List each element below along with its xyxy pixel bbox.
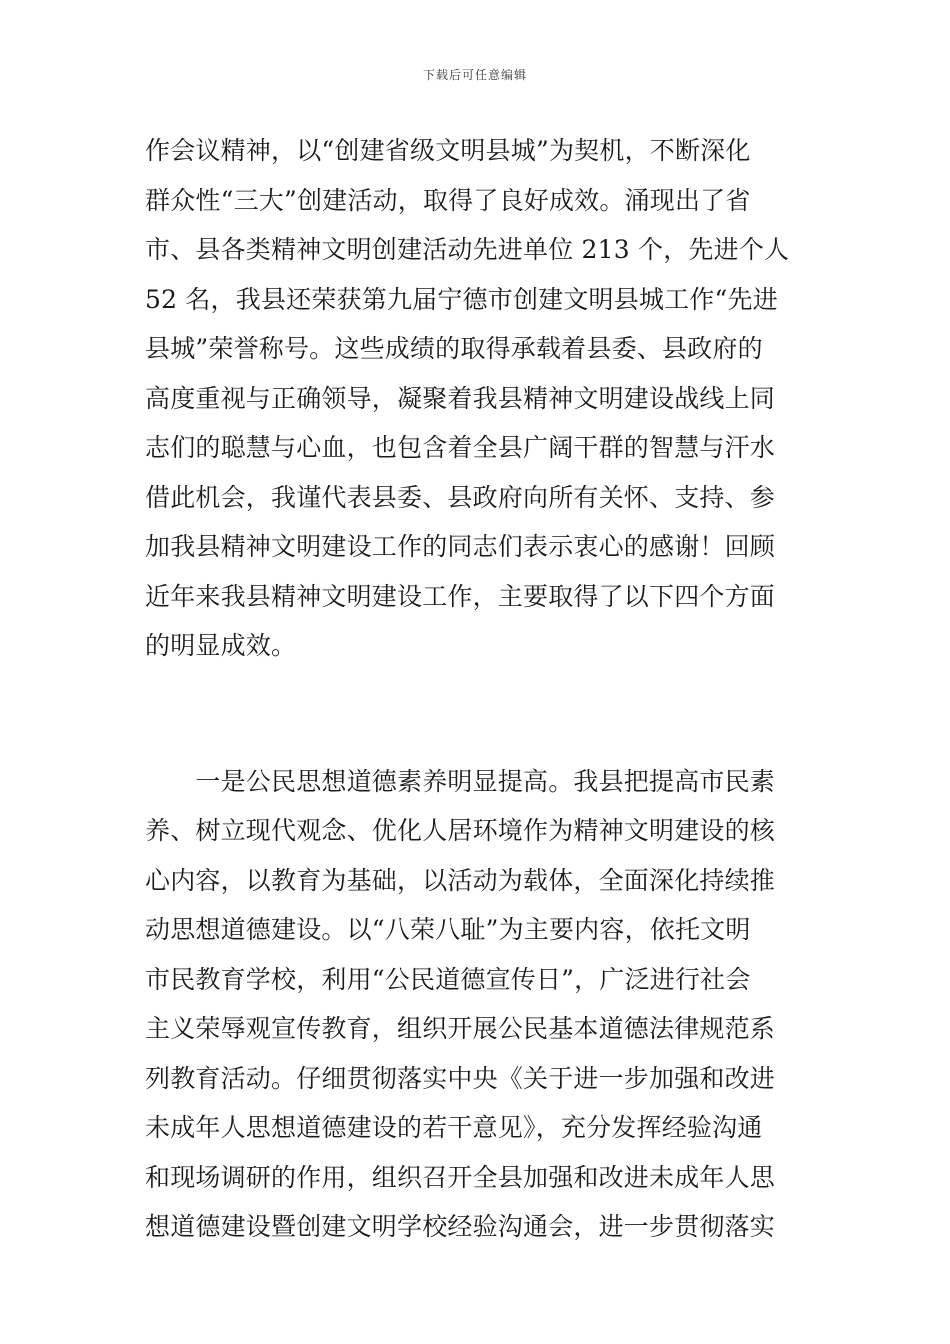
text-line: 主义荣辱观宣传教育，组织开展公民基本道德法律规范系 bbox=[145, 1014, 776, 1043]
text-line: 群众性“三大”创建活动，取得了良好成效。涌现出了省 bbox=[145, 185, 751, 215]
text-line: 志们的聪慧与心血，也包含着全县广阔干群的智慧与汗水 bbox=[145, 433, 776, 462]
text-line: 和现场调研的作用，组织召开全县加强和改进未成年人思 bbox=[145, 1162, 776, 1192]
text-line: 养、树立现代观念、优化人居环境作为精神文明建设的核 bbox=[145, 816, 776, 845]
text-line: 市、县各类精神文明创建活动先进单位 213 个，先进个人 bbox=[145, 235, 790, 264]
text-line: 借此机会，我谨代表县委、县政府向所有关怀、支持、参 bbox=[145, 482, 776, 512]
document-body bbox=[145, 126, 815, 1252]
text-line: 的明显成效。 bbox=[145, 631, 297, 660]
text-line: 动思想道德建设。以“八荣八耻”为主要内容，依托文明 bbox=[145, 915, 751, 944]
paragraph-1 bbox=[145, 126, 815, 671]
paragraph-2 bbox=[145, 757, 815, 1252]
text-line: 市民教育学校，利用“公民道德宣传日”，广泛进行社会 bbox=[145, 964, 751, 994]
text-line: 想道德建设暨创建文明学校经验沟通会，进一步贯彻落实 bbox=[145, 1212, 776, 1241]
text-line: 52 名，我县还荣获第九届宁德市创建文明县城工作“先进 bbox=[145, 284, 778, 314]
text-line: 高度重视与正确领导，凝聚着我县精神文明建设战线上同 bbox=[145, 383, 776, 413]
text-line: 作会议精神，以“创建省级文明县城”为契机，不断深化 bbox=[145, 136, 751, 165]
text-line: 未成年人思想道德建设的若干意见》，充分发挥经验沟通 bbox=[145, 1113, 763, 1142]
page-header-note: 下载后可任意编辑 bbox=[422, 68, 527, 82]
text-line: 县城”荣誉称号。这些成绩的取得承载着县委、县政府的 bbox=[145, 334, 763, 363]
text-line: 心内容，以教育为基础，以活动为载体，全面深化持续推 bbox=[145, 865, 776, 895]
paragraph-spacer bbox=[145, 671, 815, 757]
text-line: 一是公民思想道德素养明显提高。我县把提高市民素 bbox=[145, 766, 776, 796]
text-line: 近年来我县精神文明建设工作，主要取得了以下四个方面 bbox=[145, 581, 776, 611]
text-line: 列教育活动。仔细贯彻落实中央《关于进一步加强和改进 bbox=[145, 1063, 776, 1093]
text-line: 加我县精神文明建设工作的同志们表示衷心的感谢！回顾 bbox=[145, 532, 776, 561]
